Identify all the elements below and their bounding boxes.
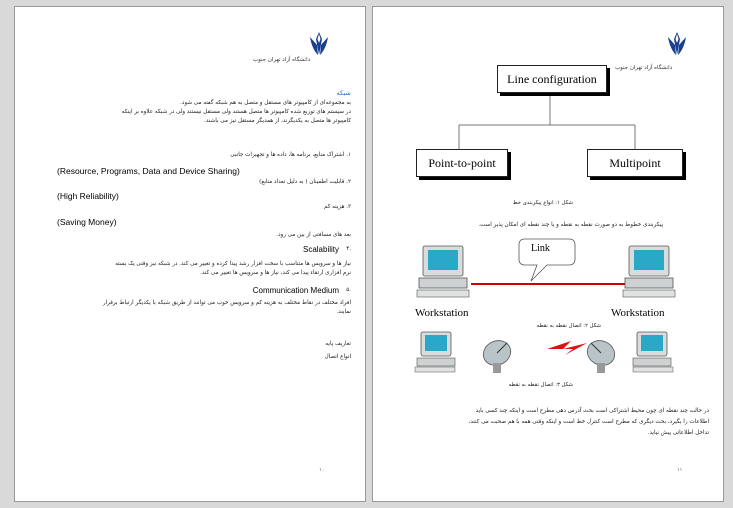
diagram-multipoint-box: Multipoint [587, 149, 683, 177]
section-title: شبکه [336, 89, 351, 97]
figure-1-caption: شکل ۱: انواع پیکربندی خط [512, 200, 573, 206]
intro-text: پیکربندی خطوط به دو صورت نقطه به نقطه و یا چند نقطه ای امکان پذیر است. [478, 222, 663, 228]
figure-3-caption: شکل ۳: اتصال نقطه به نقطه [508, 382, 573, 388]
item-1-english: (Resource, Programs, Data and Device Sharing) [57, 166, 240, 176]
computer-right-icon [631, 330, 675, 374]
page-header: دانشگاه آزاد تهران جنوب [253, 57, 311, 63]
workstation-right-label: Workstation [611, 307, 665, 319]
item-2: ۲. قابلیت اطمینان ( به دلیل تعداد منابع) [259, 179, 351, 185]
diagram-point-to-point-box: Point-to-point [416, 149, 508, 177]
computer-left-icon [413, 330, 457, 374]
diagram-root-box: Line configuration [497, 65, 607, 93]
page-number: ۱۱ [677, 467, 683, 473]
multipoint-paragraph-1: در حالت چند نقطه ای چون محیط اشتراکی است بحث آدرس دهی مطرح است و اینکه چند کسی باید [475, 408, 709, 414]
item-2-english: (High Reliability) [57, 191, 119, 201]
workstation-left-icon [413, 244, 473, 302]
item-4-description-2: نرم افزاری ارتقاء پیدا می کند، نیاز ها و سرویس ها تغییر می کند. [200, 270, 351, 276]
connection-types-heading: انواع اتصال [324, 354, 351, 360]
page-right [372, 6, 724, 502]
item-5-description-1: افراد مختلف در نقاط مختلف به هزینه کم و سرویس خوب می توانند از طریق شبکه با یکدیگر ارتباط برقرار [102, 300, 351, 306]
definition-line-2: در سیستم های توزیع شده کامپیوتر ها متصل هستند ولی مستقل نیستند ولی در شبکه علاوه بر اینکه [121, 109, 351, 115]
workstation-right-icon [619, 244, 679, 302]
item-4-english: Scalability [302, 245, 339, 254]
item-3: ۳. هزینه کم [323, 204, 351, 210]
basics-heading: تعاریف پایه [325, 341, 351, 347]
page-header: دانشگاه آزاد تهران جنوب [615, 65, 673, 71]
multipoint-paragraph-2: اطلاعات را بگیرد، بحث دیگری که مطرح است کنترل خط است و اینکه وقتی همه با هم صحبت می کنند، [468, 419, 709, 425]
item-1: ۱. اشتراک منابع، برنامه ها، داده ها و تجهیزات جانبی [230, 152, 351, 158]
satellite-dish-right-icon [581, 337, 621, 377]
page-left [14, 6, 366, 502]
item-5-number: ۵. [346, 287, 351, 293]
item-4-number: ۴. [346, 246, 351, 252]
figure-2-caption: شکل ۲: اتصال نقطه به نقطه [536, 323, 601, 329]
satellite-dish-left-icon [477, 337, 517, 377]
multipoint-paragraph-3: تداخل اطلاعاتی پیش نیاید. [647, 430, 709, 436]
workstation-left-label: Workstation [415, 307, 469, 319]
university-logo-icon [307, 31, 331, 57]
diagram-connectors [373, 7, 725, 207]
definition-line-1: به مجموعه‌ای از کامپیوتر های مستقل و متصل به هم شبکه گفته می شود. [180, 100, 351, 106]
link-label: Link [531, 243, 550, 254]
page-number: ۱۰ [319, 467, 325, 473]
definition-line-3: کامپیوتر ها متصل به یکدیگرند، از همدیگر مستقل نیز می باشند. [204, 118, 351, 124]
item-3-description: بعد های مسافتی از بین می رود. [276, 232, 351, 238]
item-5-english: Communication Medium [252, 286, 339, 295]
item-5-description-2: نمایند. [336, 309, 351, 315]
item-3-english: (Saving Money) [57, 217, 117, 227]
item-4-description-1: نیاز ها و سرویس ها متناسب با سخت افزار رشد پیدا کرده و تغییر می کند. در شبکه نیز وقتی یک بسته [115, 261, 351, 267]
